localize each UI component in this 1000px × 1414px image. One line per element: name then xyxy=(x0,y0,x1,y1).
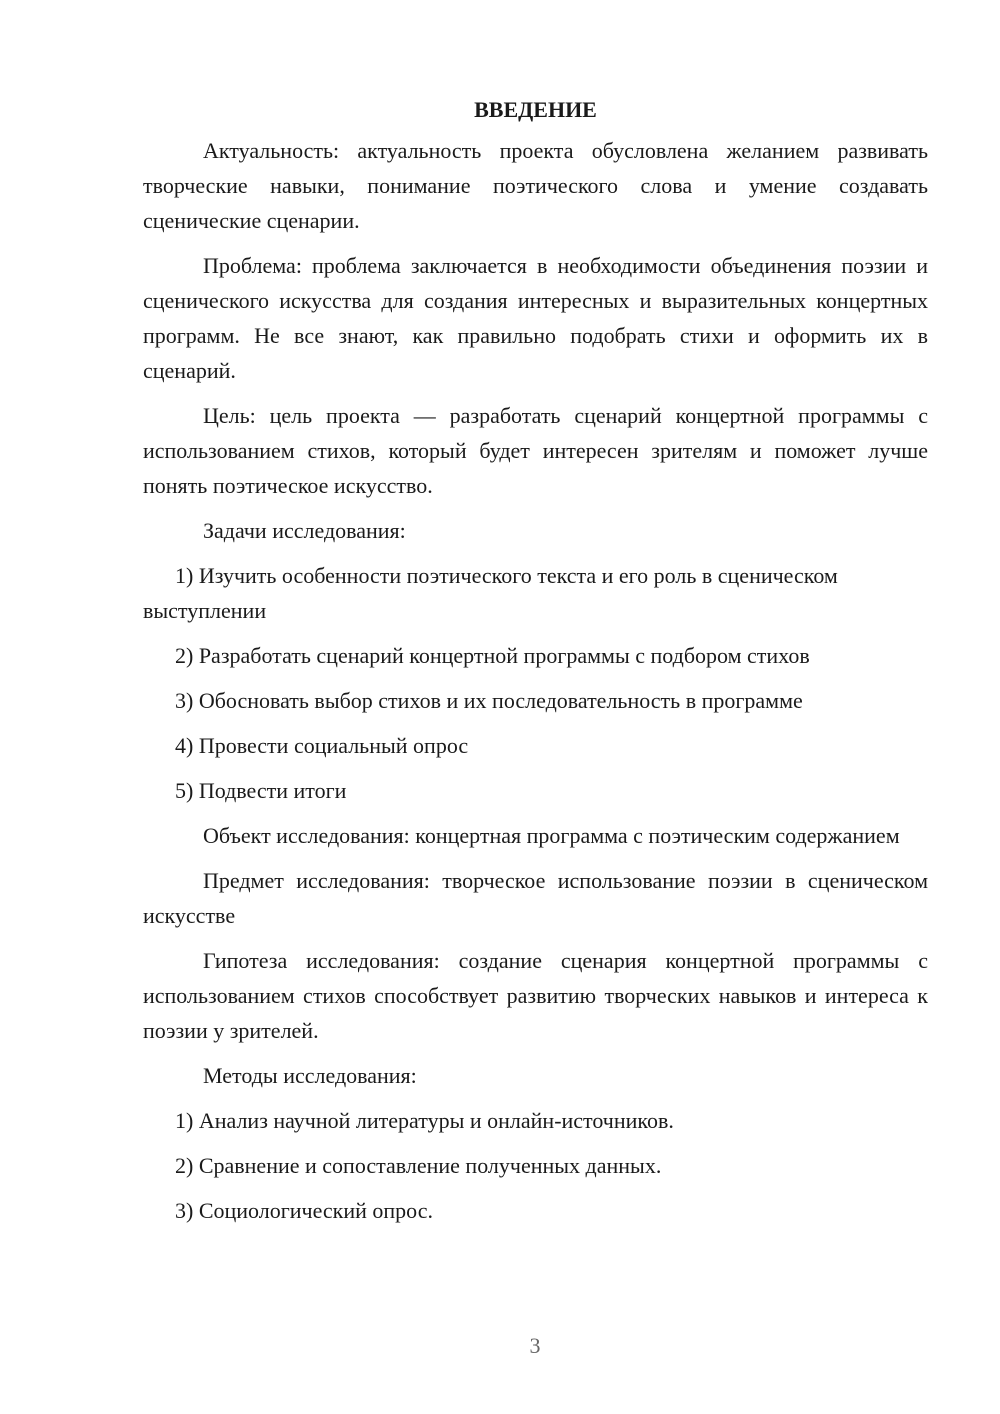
relevance-paragraph: Актуальность: актуальность проекта обусловлена желанием развивать творческие навыки, понимание поэтического слова и умение создавать сценические сценарии. xyxy=(143,138,928,233)
method-item: 1) Анализ научной литературы и онлайн-источников. xyxy=(175,1108,674,1133)
task-item: 3) Обосновать выбор стихов и их последовательность в программе xyxy=(175,688,803,713)
method-item: 2) Сравнение и сопоставление полученных данных. xyxy=(175,1153,662,1178)
hypothesis-paragraph: Гипотеза исследования: создание сценария концертной программы с использованием стихов способствует развитию творческих навыков и интереса к поэзии у зрителей. xyxy=(143,948,928,1043)
object-paragraph: Объект исследования: концертная программа с поэтическим содержанием xyxy=(203,823,900,848)
section-title: ВВЕДЕНИЕ xyxy=(474,97,597,122)
task-item: 1) Изучить особенности поэтического текста и его роль в сценическом выступлении xyxy=(143,563,838,623)
goal-paragraph: Цель: цель проекта — разработать сценарий концертной программы с использованием стихов, который будет интересен зрителям и поможет лучше понять поэтическое искусство. xyxy=(143,403,928,498)
task-item: 4) Провести социальный опрос xyxy=(175,733,469,758)
task-item: 2) Разработать сценарий концертной программы с подбором стихов xyxy=(175,643,810,668)
method-item: 3) Социологический опрос. xyxy=(175,1198,433,1223)
subject-paragraph: Предмет исследования: творческое использование поэзии в сценическом искусстве xyxy=(143,868,928,928)
page-number: 3 xyxy=(529,1333,541,1358)
methods-heading: Методы исследования: xyxy=(203,1063,417,1088)
problem-paragraph: Проблема: проблема заключается в необходимости объединения поэзии и сценического искусства для создания интересных и выразительных концертных программ. Не все знают, как правильно подобрать стихи и оформить их в сценарий. xyxy=(143,253,928,383)
task-item: 5) Подвести итоги xyxy=(175,778,347,803)
document-page xyxy=(143,92,928,1238)
tasks-heading: Задачи исследования: xyxy=(203,518,406,543)
